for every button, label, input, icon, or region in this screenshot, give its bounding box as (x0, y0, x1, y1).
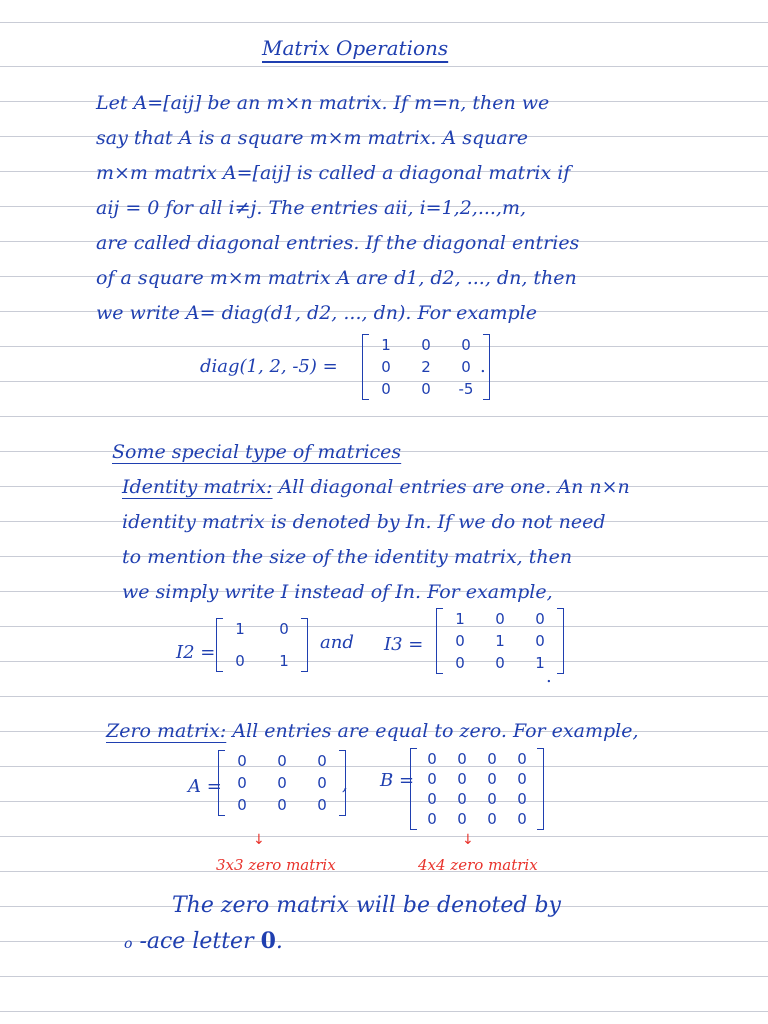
i3-label: I3 = (384, 634, 424, 655)
zero-a-matrix (218, 750, 346, 816)
matrix-cell: 0 (457, 810, 467, 828)
matrix-cell: 0 (237, 796, 247, 814)
matrix-right-bracket (537, 748, 544, 830)
matrix-cell: 0 (535, 610, 545, 628)
matrix-cell: 0 (517, 750, 527, 768)
i3-matrix (436, 608, 564, 674)
matrix-cell: 0 (317, 752, 327, 770)
matrix-cell: 0 (421, 380, 431, 398)
zero-comma: , (342, 774, 348, 795)
zero-a-label: A = (188, 776, 222, 797)
paragraph-line: we simply write I instead of In. For example, (122, 581, 553, 603)
zero-b-label: B = (380, 770, 415, 791)
matrix-cell: 0 (427, 770, 437, 788)
matrix-cell: 0 (487, 790, 497, 808)
zero-b-note: 4x4 zero matrix (418, 856, 538, 874)
matrix-right-bracket (557, 608, 564, 674)
matrix-cell: 0 (277, 796, 287, 814)
zero-a-note: 3x3 zero matrix (216, 856, 336, 874)
matrix-left-bracket (436, 608, 443, 674)
identity-paragraph-first-line (122, 476, 630, 498)
matrix-left-bracket (362, 334, 369, 400)
matrix-cell: 0 (381, 380, 391, 398)
matrix-cell: 0 (235, 652, 245, 670)
i2-label: I2 = (176, 642, 216, 663)
identity-definition: All diagonal entries are one. An n×n (278, 476, 630, 498)
matrix-cell: 0 (455, 654, 465, 672)
paragraph-line: aij = 0 for all i≠j. The entries aii, i=1,2,...,m, (96, 197, 527, 219)
closing-text: -ace letter (139, 929, 254, 954)
matrix-cell: 0 (487, 810, 497, 828)
bold-zero-symbol: 0 (260, 928, 276, 954)
zero-matrix-label: Zero matrix: (106, 720, 227, 742)
matrix-cell: 0 (517, 770, 527, 788)
matrix-cell: 0 (381, 358, 391, 376)
matrix-cell: 0 (495, 610, 505, 628)
matrix-cell: 0 (317, 796, 327, 814)
paragraph-line: to mention the size of the identity matrix, then (122, 546, 573, 568)
matrix-cell: 0 (461, 358, 471, 376)
matrix-cell: 0 (237, 774, 247, 792)
matrix-cell: 0 (535, 632, 545, 650)
matrix-cell: 0 (487, 770, 497, 788)
matrix-cell: 0 (495, 654, 505, 672)
a-arrow-icon: ↓ (253, 832, 265, 848)
matrix-cell: 1 (381, 336, 391, 354)
paragraph-line: Let A=[aij] be an m×n matrix. If m=n, then we (96, 92, 550, 114)
matrix-cell: 0 (455, 632, 465, 650)
i2-matrix (216, 618, 308, 672)
paragraph-line: identity matrix is denoted by In. If we do not need (122, 511, 606, 533)
matrix-cell: 0 (517, 810, 527, 828)
diag-example-matrix (362, 334, 490, 400)
matrix-cell: 1 (535, 654, 545, 672)
section-heading: Some special type of matrices (112, 441, 402, 463)
matrix-cell: 1 (235, 620, 245, 638)
closing-line: The zero matrix will be denoted by (172, 893, 561, 918)
closing-prefix: o (124, 936, 133, 952)
matrix-cell: 0 (427, 750, 437, 768)
paragraph-line: say that A is a square m×m matrix. A square (96, 127, 529, 149)
matrix-grid (223, 618, 301, 672)
matrix-grid (225, 750, 339, 816)
matrix-grid (443, 608, 557, 674)
matrix-cell: 2 (421, 358, 431, 376)
matrix-left-bracket (410, 748, 417, 830)
paragraph-line: m×m matrix A=[aij] is called a diagonal matrix if (96, 162, 571, 184)
matrix-cell: 0 (457, 750, 467, 768)
matrix-cell: 0 (427, 810, 437, 828)
matrix-grid (417, 748, 537, 830)
matrix-cell: 0 (457, 790, 467, 808)
closing-line-2 (124, 928, 283, 954)
matrix-cell: 0 (277, 774, 287, 792)
diag-example-lhs: diag(1, 2, -5) = (200, 356, 338, 377)
paragraph-line: are called diagonal entries. If the diagonal entries (96, 232, 580, 254)
matrix-left-bracket (216, 618, 223, 672)
b-arrow-icon: ↓ (462, 832, 474, 848)
page-title: Matrix Operations (262, 36, 449, 60)
matrix-left-bracket (218, 750, 225, 816)
and-text: and (320, 632, 354, 653)
identity-matrix-label: Identity matrix: (122, 476, 273, 498)
diag-example-period: . (480, 356, 486, 377)
matrix-cell: 0 (421, 336, 431, 354)
closing-period: . (275, 929, 283, 954)
matrix-cell: 1 (279, 652, 289, 670)
zero-b-matrix (410, 748, 544, 830)
matrix-cell: -5 (458, 380, 474, 398)
matrix-right-bracket (301, 618, 308, 672)
matrix-cell: 1 (455, 610, 465, 628)
identity-period: . (546, 666, 552, 687)
matrix-cell: 0 (237, 752, 247, 770)
paragraph-line: we write A= diag(d1, d2, ..., dn). For example (96, 302, 537, 324)
zero-paragraph-line (106, 720, 638, 742)
matrix-cell: 0 (461, 336, 471, 354)
matrix-cell: 0 (317, 774, 327, 792)
matrix-cell: 0 (487, 750, 497, 768)
matrix-cell: 1 (495, 632, 505, 650)
zero-definition: All entries are equal to zero. For example, (232, 720, 639, 742)
matrix-cell: 0 (457, 770, 467, 788)
matrix-cell: 0 (517, 790, 527, 808)
matrix-grid (369, 334, 483, 400)
matrix-cell: 0 (427, 790, 437, 808)
matrix-cell: 0 (277, 752, 287, 770)
matrix-cell: 0 (279, 620, 289, 638)
paragraph-line: of a square m×m matrix A are d1, d2, ..., dn, then (96, 267, 577, 289)
